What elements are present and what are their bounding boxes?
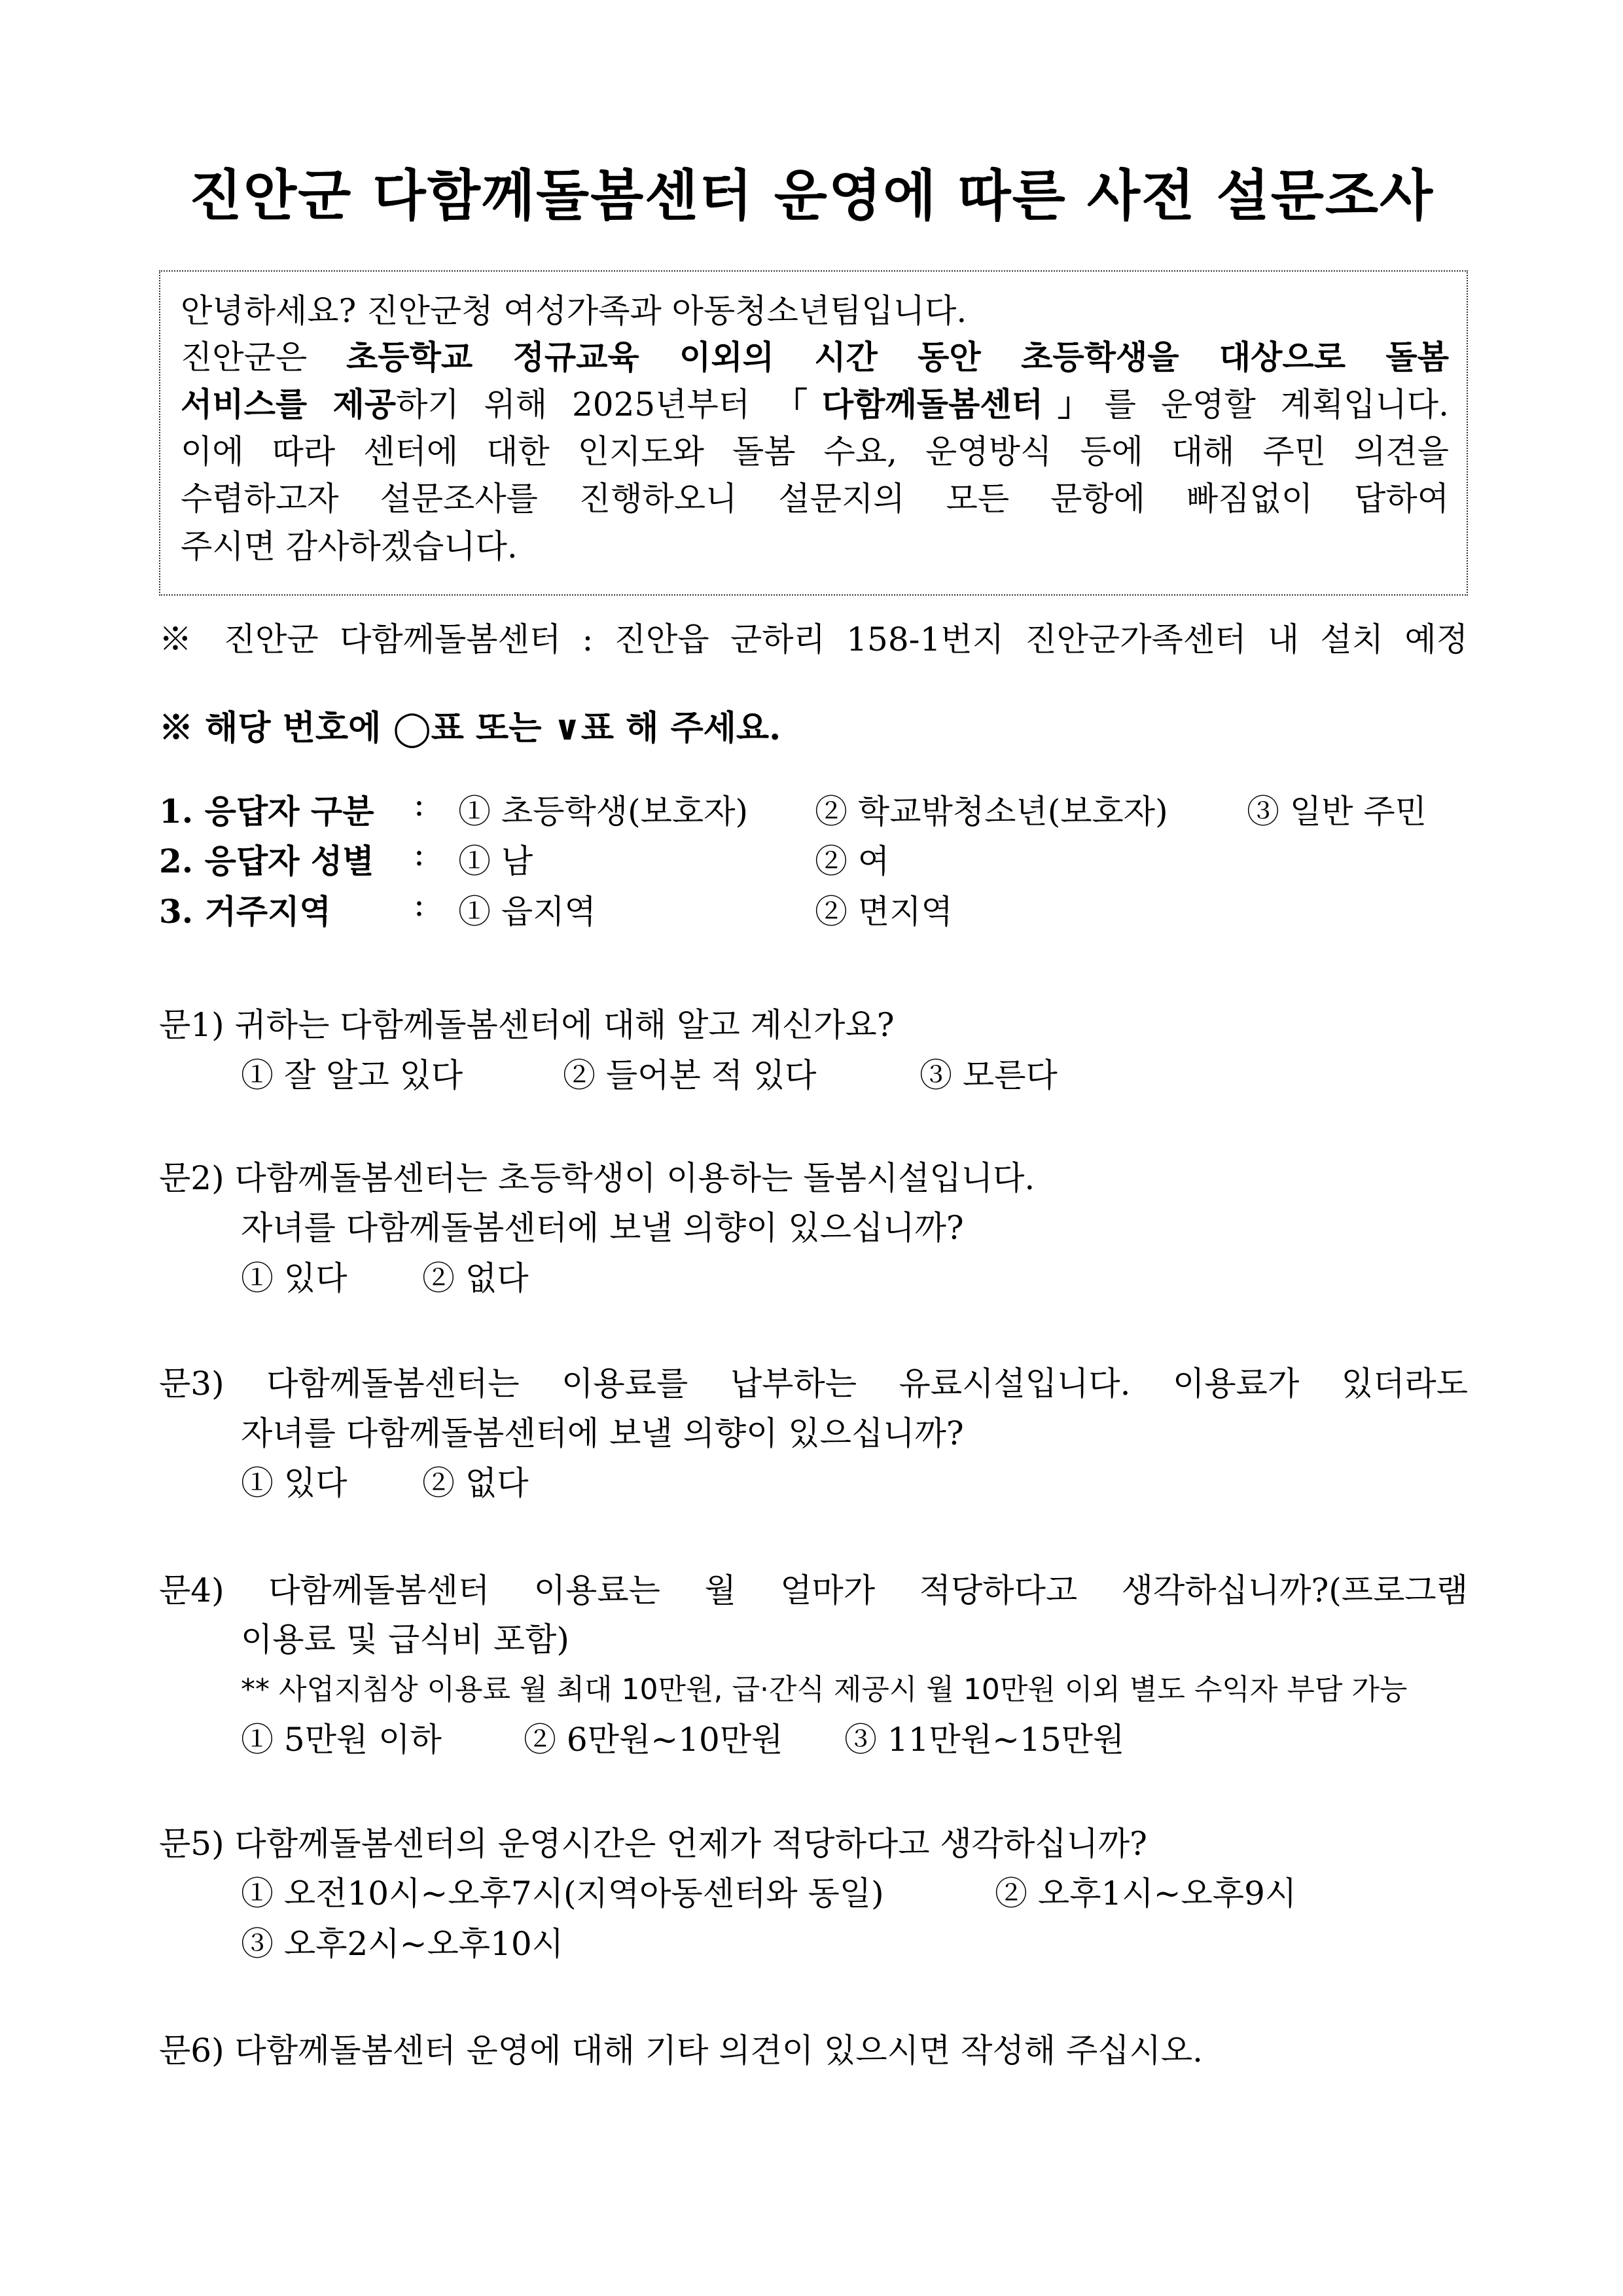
colon: : <box>414 785 425 823</box>
q2-option-2[interactable]: ② 없다 <box>422 1259 529 1297</box>
intro-text: 진안군은 <box>181 338 346 376</box>
intro-emphasis: 서비스를 제공 <box>181 385 397 423</box>
q1-option-2[interactable]: ② 들어본 적 있다 <box>563 1056 817 1094</box>
intro-emphasis: 초등학교 정규교육 이외의 시간 동안 초등학생을 대상으로 돌봄 <box>346 338 1449 376</box>
intro-plan-line <box>181 378 1449 425</box>
q4-option-2[interactable]: ② 6만원~10만원 <box>524 1721 783 1759</box>
q4-option-1[interactable]: ① 5만원 이하 <box>241 1721 442 1759</box>
colon: : <box>414 886 425 924</box>
respondent-type-option-2[interactable]: ② 학교밖청소년(보호자) <box>815 793 1168 831</box>
respondent-gender-label: 2. 응답자 성별 <box>159 842 374 880</box>
question-3-line-2: 자녀를 다함께돌봄센터에 보낼 의향이 있으십니까? <box>241 1414 964 1452</box>
intro-text: 를 운영할 계획입니다. <box>1104 386 1449 423</box>
gender-option-female[interactable]: ② 여 <box>815 842 890 880</box>
intro-purpose-line <box>181 331 1449 378</box>
question-3: 문3) 다함께돌봄센터는 이용료를 납부하는 유료시설입니다. 이용료가 있더라도 <box>159 1365 1469 1403</box>
question-5: 문5) 다함께돌봄센터의 운영시간은 언제가 적당하다고 생각하십니까? <box>159 1825 1147 1863</box>
question-2: 문2) 다함께돌봄센터는 초등학생이 이용하는 돌봄시설입니다. <box>159 1159 1035 1197</box>
residence-option-township[interactable]: ② 면지역 <box>815 893 953 931</box>
intro-line-4: 이에 따라 센터에 대한 인지도와 돌봄 수요, 운영방식 등에 대해 주민 의견을 <box>181 433 1449 471</box>
respondent-type-label: 1. 응답자 구분 <box>159 792 374 831</box>
q5-option-1[interactable]: ① 오전10시~오후7시(지역아동센터와 동일) <box>241 1874 884 1912</box>
q5-option-2[interactable]: ② 오후1시~오후9시 <box>995 1874 1297 1912</box>
q1-option-3[interactable]: ③ 모른다 <box>919 1056 1058 1094</box>
intro-greeting: 안녕하세요? 진안군청 여성가족과 아동청소년팀입니다. <box>181 292 967 330</box>
q3-option-2[interactable]: ② 없다 <box>422 1464 529 1502</box>
question-1: 문1) 귀하는 다함께돌봄센터에 대해 알고 계신가요? <box>159 1006 895 1044</box>
question-2-line-2: 자녀를 다함께돌봄센터에 보낼 의향이 있으십니까? <box>241 1209 964 1247</box>
q1-option-1[interactable]: ① 잘 알고 있다 <box>241 1056 463 1094</box>
question-4-line-2: 이용료 및 급식비 포함) <box>241 1621 569 1659</box>
marking-instruction: ※ 해당 번호에 ◯표 또는 ∨표 해 주세요. <box>159 708 781 748</box>
question-6: 문6) 다함께돌봄센터 운영에 대해 기타 의견이 있으시면 작성해 주십시오. <box>159 2032 1204 2070</box>
location-note: ※ 진안군 다함께돌봄센터 : 진안읍 군하리 158-1번지 진안군가족센터 내 설치 예정 <box>159 620 1468 658</box>
colon: : <box>414 835 425 873</box>
question-4: 문4) 다함께돌봄센터 이용료는 월 얼마가 적당하다고 생각하십니까?(프로그램 <box>159 1571 1468 1609</box>
respondent-type-option-3[interactable]: ③ 일반 주민 <box>1247 793 1427 831</box>
intro-text: 하기 위해 2025년부터 <box>396 386 775 423</box>
center-name: 「다함께돌봄센터」 <box>774 385 1105 423</box>
residence-option-town[interactable]: ① 읍지역 <box>458 893 596 931</box>
q3-option-1[interactable]: ① 있다 <box>241 1464 348 1502</box>
intro-line-6: 주시면 감사하겠습니다. <box>181 528 518 565</box>
page-title: 진안군 다함께돌봄센터 운영에 따른 사전 설문조사 <box>188 164 1435 228</box>
respondent-type-option-1[interactable]: ① 초등학생(보호자) <box>458 793 749 831</box>
intro-line-5: 수렴하고자 설문조사를 진행하오니 설문지의 모든 문항에 빠짐없이 답하여 <box>181 480 1449 518</box>
q5-option-3[interactable]: ③ 오후2시~오후10시 <box>241 1925 564 1963</box>
intro-box <box>159 270 1468 596</box>
gender-option-male[interactable]: ① 남 <box>458 842 533 880</box>
q2-option-1[interactable]: ① 있다 <box>241 1259 348 1297</box>
residence-label: 3. 거주지역 <box>159 892 331 931</box>
q4-option-3[interactable]: ③ 11만원~15만원 <box>844 1721 1125 1759</box>
fee-guideline-note: ** 사업지침상 이용료 월 최대 10만원, 급·간식 제공시 월 10만원 이외 별도 수익자 부담 가능 <box>241 1673 1408 1706</box>
